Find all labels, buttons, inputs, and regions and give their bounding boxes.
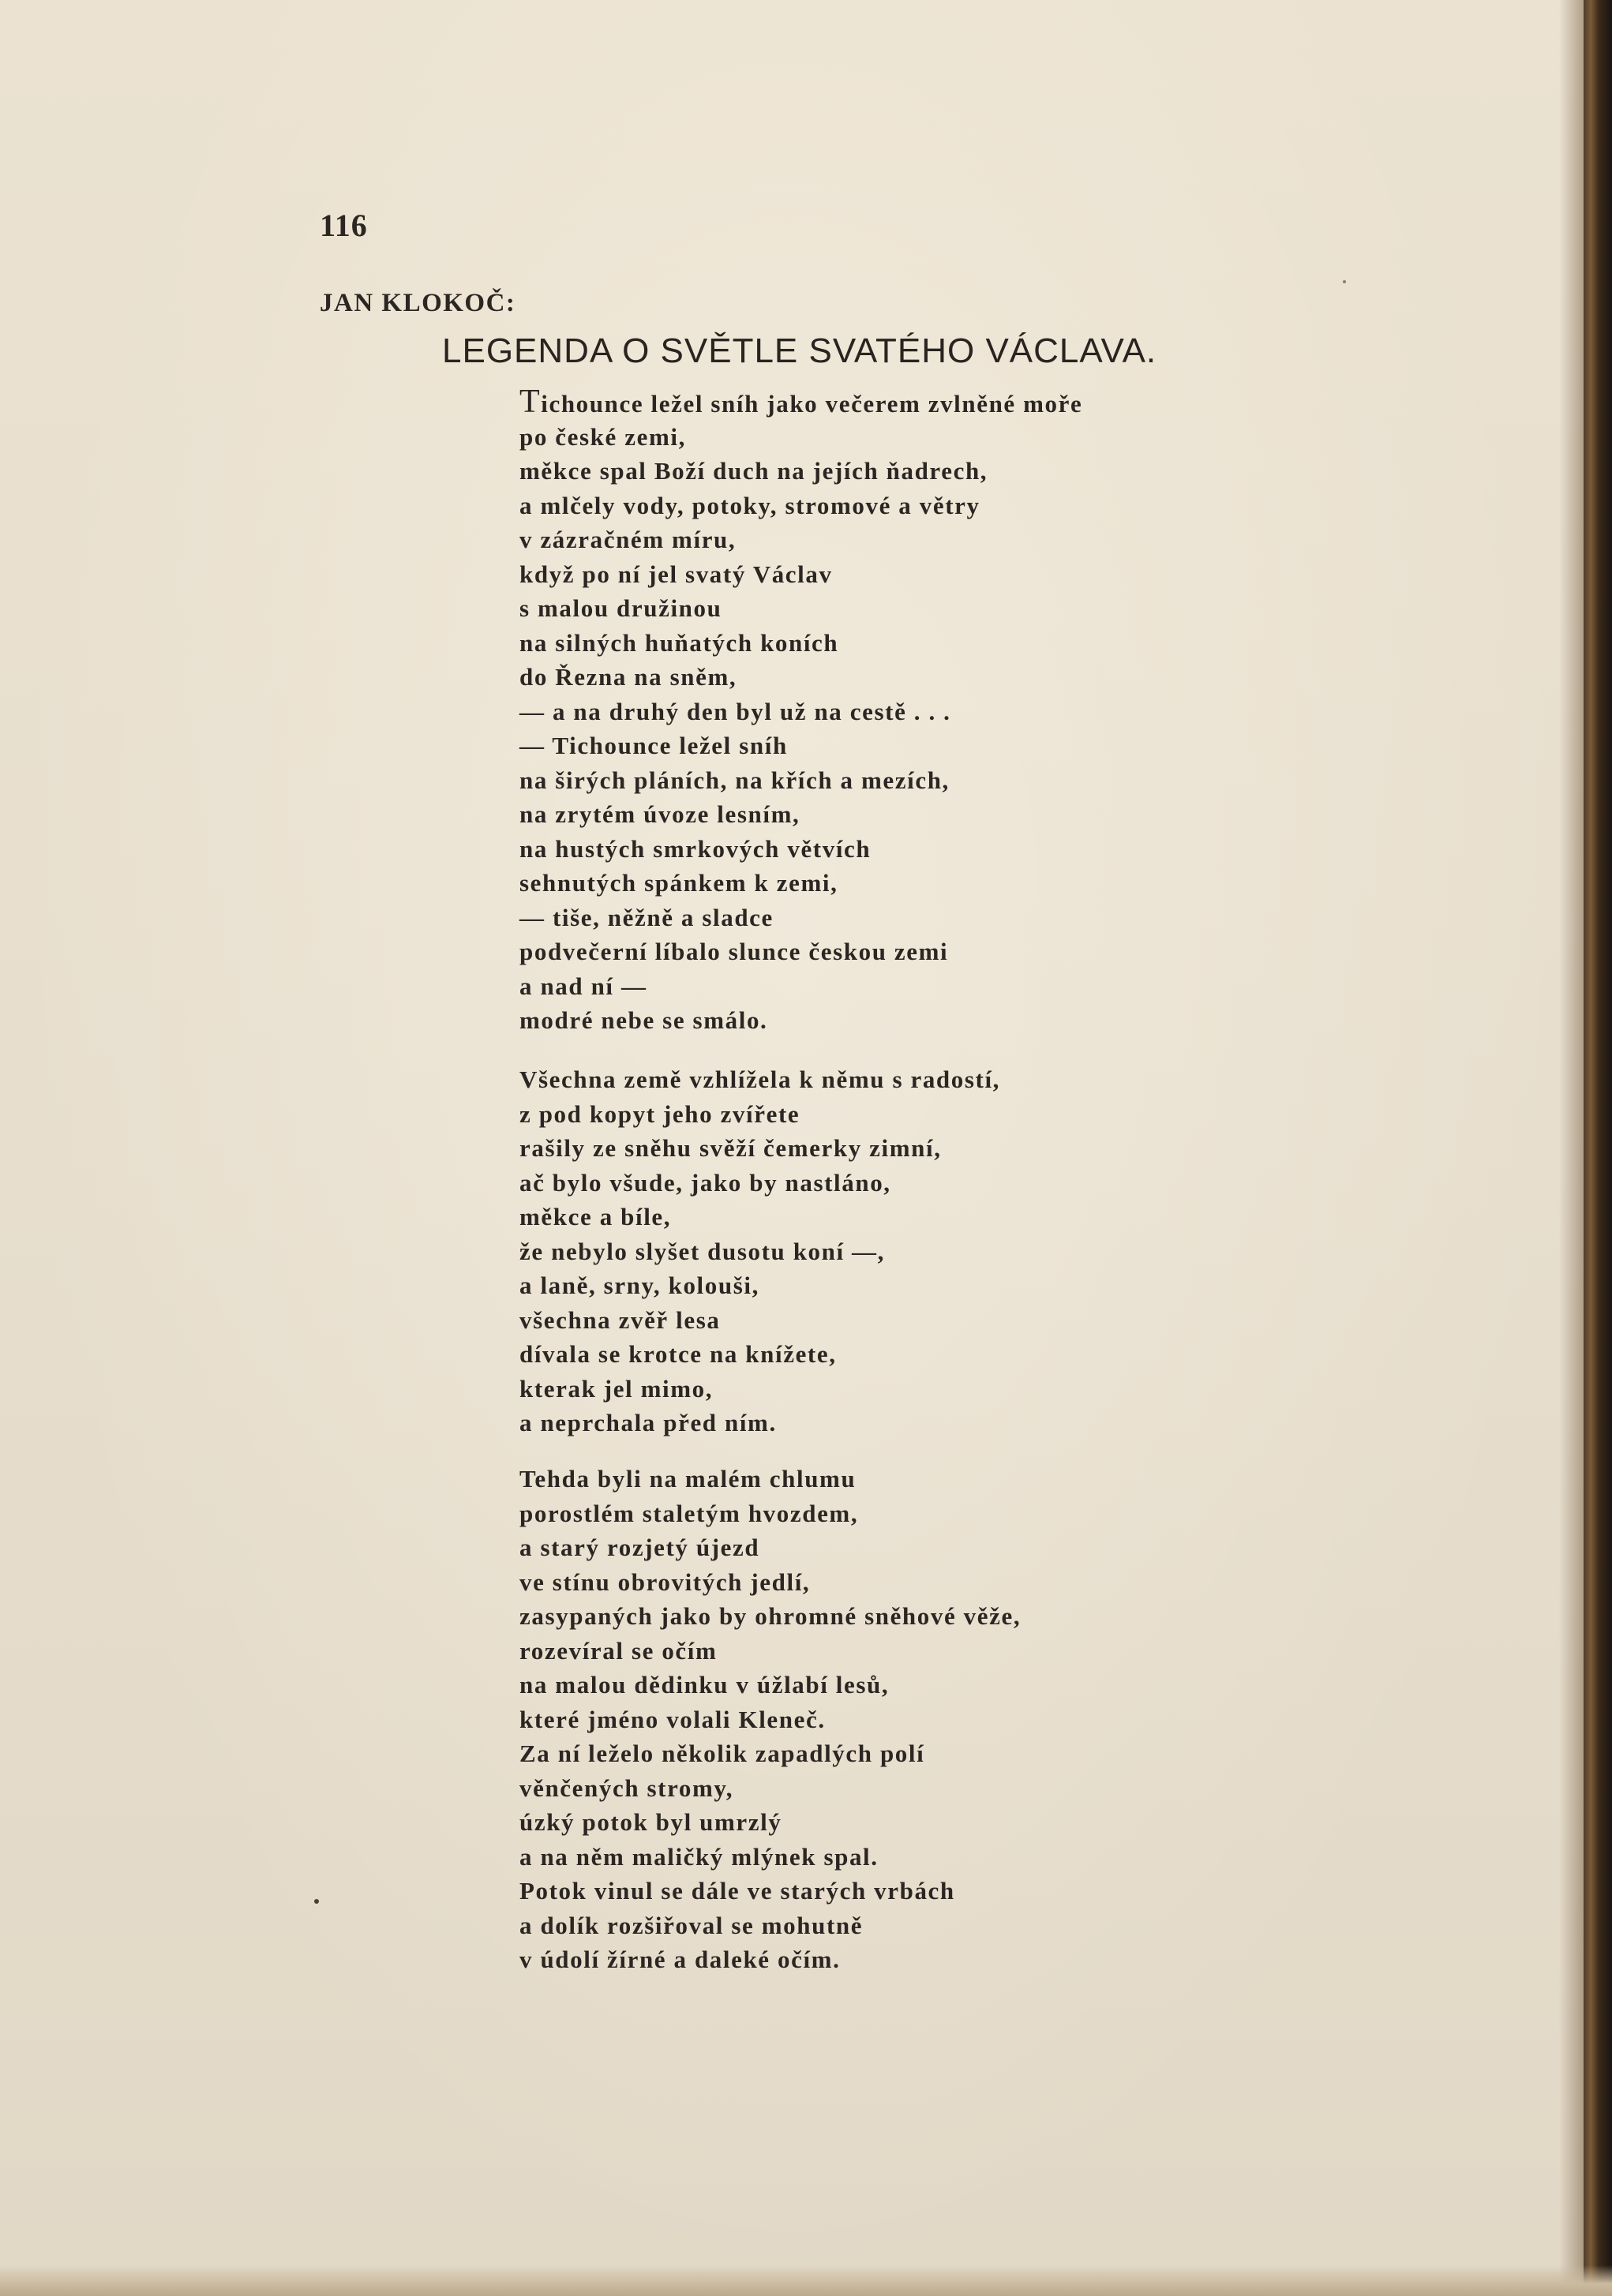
poem-line: Za ní leželo několik zapadlých polí bbox=[519, 1740, 925, 1767]
poem-line: dívala se krotce na knížete, bbox=[519, 1340, 837, 1368]
poem-line: modré nebe se smálo. bbox=[519, 1006, 768, 1034]
poem-line: když po ní jel svatý Václav bbox=[519, 560, 833, 588]
poem-line: které jméno volali Kleneč. bbox=[519, 1705, 826, 1733]
poem-line: a na něm maličký mlýnek spal. bbox=[519, 1842, 879, 1871]
poem-line: že nebylo slyšet dusotu koní —, bbox=[519, 1237, 885, 1265]
poem-line: — a na druhý den byl už na cestě . . . bbox=[519, 697, 951, 725]
poem-line: do Řezna na sněm, bbox=[519, 663, 737, 691]
poem-line: a dolík rozšiřoval se mohutně bbox=[519, 1911, 864, 1939]
poem-line: Všechna země vzhlížela k němu s radostí, bbox=[519, 1066, 1001, 1093]
poem-line: na širých pláních, na křích a mezích, bbox=[519, 766, 950, 794]
poem-line: kterak jel mimo, bbox=[519, 1374, 714, 1403]
poem-title: LEGENDA O SVĚTLE SVATÉHO VÁCLAVA. bbox=[442, 331, 1157, 370]
poem-line: na hustých smrkových větvích bbox=[519, 834, 872, 863]
poem-line: všechna zvěř lesa bbox=[519, 1305, 721, 1334]
page-number: 116 bbox=[320, 208, 368, 243]
poem-line: z pod kopyt jeho zvířete bbox=[519, 1099, 800, 1128]
poem-line: sehnutých spánkem k zemi, bbox=[519, 869, 838, 897]
poem-line: rašily ze sněhu svěží čemerky zimní, bbox=[519, 1134, 942, 1162]
poem-line: měkce a bíle, bbox=[519, 1203, 672, 1230]
poem-line: Potok vinul se dále ve starých vrbách bbox=[519, 1877, 955, 1905]
page-edge-shadow bbox=[1559, 0, 1612, 2296]
poem-line: měkce spal Boží duch na jejích ňadrech, bbox=[519, 457, 988, 485]
page-bottom-edge bbox=[0, 2265, 1612, 2296]
poem-line: Tehda byli na malém chlumu bbox=[519, 1465, 857, 1493]
poem-line: a mlčely vody, potoky, stromové a větry bbox=[519, 491, 980, 519]
poem-line: s malou družinou bbox=[519, 594, 722, 622]
poem-line: věnčených stromy, bbox=[519, 1774, 734, 1802]
poem-line: rozevíral se očím bbox=[519, 1636, 718, 1665]
poem-line: porostlém staletým hvozdem, bbox=[519, 1499, 859, 1527]
poem-line: a neprchala před ním. bbox=[519, 1409, 777, 1436]
ink-speck bbox=[314, 1899, 319, 1904]
poem-line: na zrytém úvoze lesním, bbox=[519, 800, 800, 828]
drop-cap: T bbox=[519, 384, 542, 420]
stanza-3 bbox=[519, 1462, 1230, 1977]
poem-line: zasypaných jako by ohromné sněhové věže, bbox=[519, 1602, 1022, 1630]
poem-line: ač bylo všude, jako by nastláno, bbox=[519, 1168, 891, 1197]
first-line-text: ichounce ležel sníh jako večerem zvlněné moře bbox=[541, 390, 1083, 418]
poem-line: v zázračném míru, bbox=[519, 526, 737, 553]
poem-line: v údolí žírné a daleké očím. bbox=[519, 1946, 841, 1973]
poem-line bbox=[519, 385, 1230, 420]
poem-line: a starý rozjetý újezd bbox=[519, 1534, 760, 1561]
poem-line: po české zemi, bbox=[519, 422, 686, 451]
poem-line: na silných huňatých koních bbox=[519, 628, 839, 657]
poem-line: úzký potok byl umrzlý bbox=[519, 1808, 782, 1836]
poem-line: podvečerní líbalo slunce českou zemi bbox=[519, 938, 949, 965]
ink-speck bbox=[1343, 280, 1346, 283]
poem-line: ve stínu obrovitých jedlí, bbox=[519, 1567, 811, 1596]
poem-line: — Tichounce ležel sníh bbox=[519, 732, 788, 759]
author-name: JAN KLOKOČ: bbox=[320, 289, 516, 317]
poem-line: na malou dědinku v úžlabí lesů, bbox=[519, 1671, 890, 1699]
poem-line: — tiše, něžně a sladce bbox=[519, 903, 774, 931]
stanza-2 bbox=[519, 1062, 1230, 1440]
poem-line: a nad ní — bbox=[519, 972, 647, 1000]
poem-line: a laně, srny, kolouši, bbox=[519, 1272, 759, 1299]
stanza-1 bbox=[519, 385, 1230, 1038]
